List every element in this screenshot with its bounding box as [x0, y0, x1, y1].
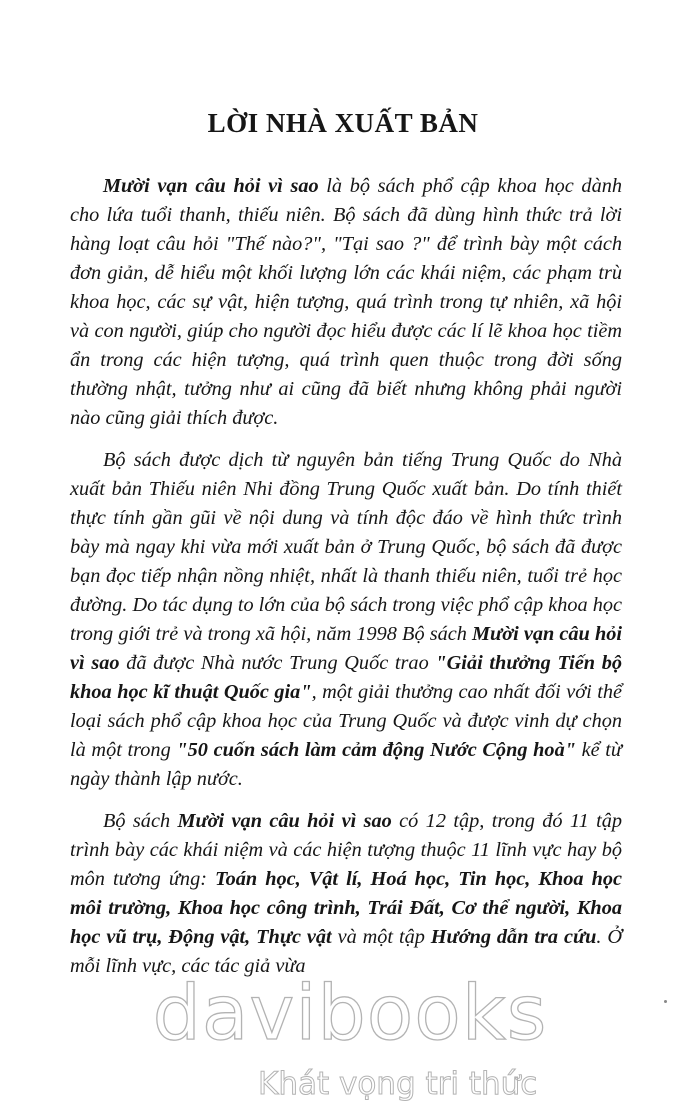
body-text [70, 172, 622, 994]
text-run: là bộ sách phổ cập khoa học dành cho lứa tuổi thanh, thiếu niên. Bộ sách đã dùng hình thức trả lời hàng loạt câu hỏi "Thế nào?", "Tại sao ?" để trình bày một cách đơn giản, dễ hiểu một khối lượng lớn các khái niệm, các phạm trù khoa học, các sự vật, hiện tượng, quá trình trong tự nhiên, xã hội và con người, giúp cho người đọc hiểu được các lí lẽ khoa học tiềm ẩn trong các hiện tượng, quá trình quen thuộc trong đời sống thường nhật, tưởng như ai cũng đã biết nhưng không phải người nào cũng giải thích được. [70, 175, 622, 429]
text-run: Mười vạn câu hỏi vì sao [103, 175, 319, 197]
text-run: "50 cuốn sách làm cảm động Nước Cộng hoà" [176, 739, 576, 761]
text-run: kể từ ngày thành lập nước. [70, 739, 622, 790]
text-run: . Ở mỗi lĩnh vực, các tác giả vừa [70, 926, 623, 977]
text-run: Hướng dẫn tra cứu [430, 926, 597, 948]
text-run: Bộ sách được dịch từ nguyên bản tiếng Trung Quốc do Nhà xuất bản Thiếu niên Nhi đồng Trung Quốc xuất bản. Do tính thiết thực tính gần gũi về nội dung và tính độc đáo về hình thức trình bày mà ngay khi vừa mới xuất bản ở Trung Quốc, bộ sách đã được bạn đọc tiếp nhận nồng nhiệt, nhất là thanh thiếu niên, tuổi trẻ học đường. Do tác dụng to lớn của bộ sách trong việc phổ cập khoa học trong giới trẻ và trong xã hội, năm 1998 Bộ sách [70, 449, 622, 645]
text-run: và một tập [331, 926, 431, 948]
text-run: Toán học, Vật lí, Hoá học, Tin học, Khoa học môi trường, Khoa học công trình, Trái Đất, Cơ thể người, Khoa học vũ trụ, Động vật, Thực vật [70, 868, 622, 948]
text-run: Mười vạn câu hỏi vì sao [177, 810, 392, 832]
watermark-tagline: Khát vọng tri thức [258, 1066, 538, 1102]
text-run: Bộ sách [103, 810, 178, 832]
watermark-brand: davibooks [152, 968, 548, 1057]
paragraph-2 [70, 446, 622, 794]
text-run: , một giải thưởng cao nhất đối với thể loại sách phổ cập khoa học của Trung Quốc và được vinh dự chọn là một trong [70, 681, 622, 761]
text-run: có 12 tập, trong đó 11 tập trình bày các khái niệm và các hiện tượng thuộc 11 lĩnh vực hay bộ môn tương ứng: [70, 810, 623, 890]
paragraph-3 [70, 807, 622, 981]
speck [664, 1000, 667, 1003]
text-run: đã được Nhà nước Trung Quốc trao [119, 652, 436, 674]
text-run: "Giải thưởng Tiến bộ khoa học kĩ thuật Quốc gia" [70, 652, 622, 703]
paragraph-1 [70, 172, 622, 433]
text-run: Mười vạn câu hỏi vì sao [70, 623, 622, 674]
page-title: LỜI NHÀ XUẤT BẢN [207, 108, 479, 138]
